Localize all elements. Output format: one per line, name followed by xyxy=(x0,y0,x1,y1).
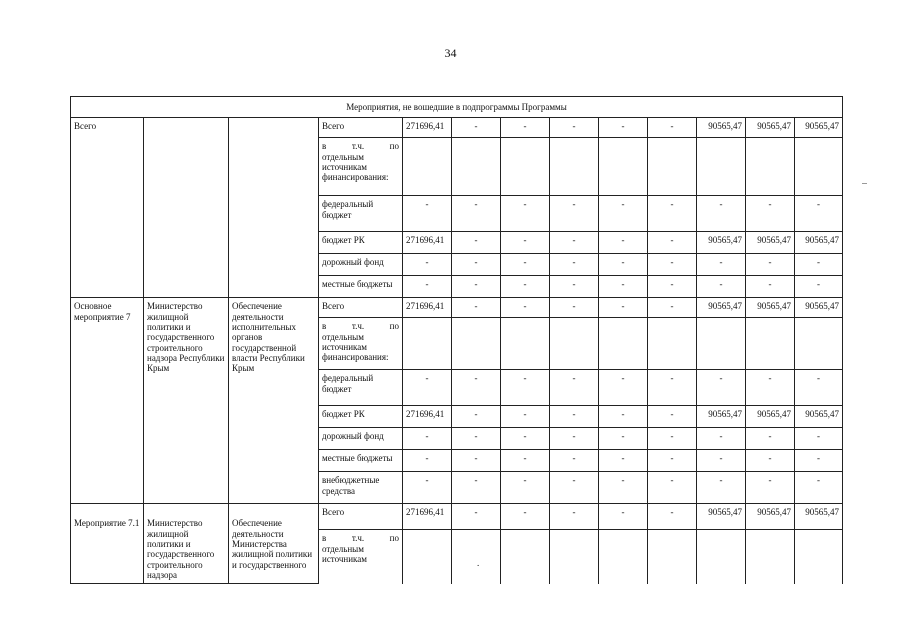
value-cell xyxy=(550,138,599,196)
value-cell: 271696,41 xyxy=(403,118,452,138)
value-cell: 90565,47 xyxy=(746,406,795,428)
value-cell: - xyxy=(746,472,795,504)
row-label: бюджет РК xyxy=(319,406,403,428)
row-label xyxy=(319,318,403,370)
value-cell: 90565,47 xyxy=(795,504,843,530)
value-cell: - xyxy=(795,254,843,276)
page-number: 34 xyxy=(444,46,457,60)
section-title: Мероприятия, не вошедшие в подпрограммы Программы xyxy=(71,97,843,118)
value-cell: - xyxy=(452,232,501,254)
value-cell: - xyxy=(648,504,697,530)
block-col2 xyxy=(144,118,229,298)
value-cell: - xyxy=(550,428,599,450)
value-cell: 90565,47 xyxy=(697,118,746,138)
value-cell xyxy=(795,530,843,584)
section-title-row xyxy=(71,97,843,118)
block-col1: Мероприятие 7.1 xyxy=(71,504,144,584)
value-cell: - xyxy=(550,504,599,530)
value-cell: 90565,47 xyxy=(795,298,843,318)
value-cell: - xyxy=(550,254,599,276)
value-cell: 90565,47 xyxy=(697,232,746,254)
row-label xyxy=(319,138,403,196)
value-cell: 271696,41 xyxy=(403,232,452,254)
value-cell: - xyxy=(550,196,599,232)
value-cell: - xyxy=(697,196,746,232)
value-cell: - xyxy=(599,254,648,276)
sub-label-word: т.ч. xyxy=(351,533,365,544)
block-col1: Основное мероприятие 7 xyxy=(71,298,144,504)
row-label: бюджет РК xyxy=(319,232,403,254)
value-cell xyxy=(746,318,795,370)
value-cell: - xyxy=(795,450,843,472)
value-cell: 271696,41 xyxy=(403,406,452,428)
value-cell: - xyxy=(501,254,550,276)
value-cell: - xyxy=(452,428,501,450)
value-cell: - xyxy=(648,276,697,298)
value-cell: - xyxy=(403,450,452,472)
value-cell: - xyxy=(452,504,501,530)
value-cell: - xyxy=(795,472,843,504)
value-cell xyxy=(697,318,746,370)
block-col3 xyxy=(229,118,319,298)
value-cell: - xyxy=(599,298,648,318)
value-cell: - xyxy=(795,370,843,406)
value-cell: - xyxy=(452,196,501,232)
block-col2: Министерство жилищной политики и государственного строительного надзора Республики Крым xyxy=(144,298,229,504)
value-cell: - xyxy=(452,472,501,504)
value-cell: 90565,47 xyxy=(697,298,746,318)
value-cell: 90565,47 xyxy=(697,504,746,530)
value-cell xyxy=(648,318,697,370)
row-label: внебюджетные средства xyxy=(319,472,403,504)
margin-mark xyxy=(862,183,867,184)
value-cell: - xyxy=(746,428,795,450)
value-cell: - xyxy=(648,298,697,318)
value-cell: 90565,47 xyxy=(746,118,795,138)
block-col2: Министерство жилищной политики и государственного строительного надзора xyxy=(144,504,229,584)
value-cell: - xyxy=(452,406,501,428)
value-cell: - xyxy=(550,118,599,138)
value-cell: 90565,47 xyxy=(795,118,843,138)
value-cell xyxy=(746,530,795,584)
value-cell: - xyxy=(599,428,648,450)
value-cell: - xyxy=(452,370,501,406)
value-cell: - xyxy=(550,276,599,298)
sub-label-word: т.ч. xyxy=(351,321,365,332)
block-col3: Обеспечение деятельности Министерства жилищной политики и государственного xyxy=(229,504,319,584)
value-cell xyxy=(550,530,599,584)
value-cell: 90565,47 xyxy=(746,504,795,530)
value-cell xyxy=(452,530,501,584)
value-cell: - xyxy=(746,370,795,406)
value-cell: - xyxy=(697,254,746,276)
value-cell: - xyxy=(403,428,452,450)
value-cell: - xyxy=(746,276,795,298)
value-cell: - xyxy=(501,298,550,318)
value-cell: - xyxy=(501,472,550,504)
value-cell: - xyxy=(648,232,697,254)
value-cell: - xyxy=(697,370,746,406)
value-cell: - xyxy=(501,276,550,298)
row-label: Всего xyxy=(319,118,403,138)
value-cell: - xyxy=(648,370,697,406)
value-cell: - xyxy=(403,254,452,276)
value-cell: - xyxy=(550,232,599,254)
financing-table xyxy=(70,96,843,584)
value-cell: - xyxy=(697,472,746,504)
value-cell: 271696,41 xyxy=(403,504,452,530)
value-cell: - xyxy=(648,406,697,428)
value-cell xyxy=(452,138,501,196)
value-cell xyxy=(403,530,452,584)
value-cell xyxy=(599,318,648,370)
value-cell: - xyxy=(550,450,599,472)
value-cell: - xyxy=(697,450,746,472)
value-cell: - xyxy=(795,196,843,232)
row-label: местные бюджеты xyxy=(319,276,403,298)
value-cell: - xyxy=(599,118,648,138)
table-row xyxy=(71,298,843,318)
value-cell: - xyxy=(599,276,648,298)
value-cell: - xyxy=(648,450,697,472)
value-cell: - xyxy=(501,370,550,406)
value-cell xyxy=(550,318,599,370)
value-cell xyxy=(697,138,746,196)
value-cell xyxy=(403,138,452,196)
value-cell: - xyxy=(501,504,550,530)
value-cell: - xyxy=(599,472,648,504)
value-cell: - xyxy=(746,196,795,232)
value-cell: - xyxy=(403,370,452,406)
row-label: Всего xyxy=(319,298,403,318)
value-cell: - xyxy=(648,118,697,138)
table-row xyxy=(71,504,843,530)
value-cell: - xyxy=(452,118,501,138)
sub-label-word: в xyxy=(322,321,327,332)
value-cell xyxy=(697,530,746,584)
sub-label-word: в xyxy=(322,141,327,152)
value-cell: - xyxy=(501,406,550,428)
value-cell: - xyxy=(403,472,452,504)
value-cell xyxy=(501,530,550,584)
value-cell xyxy=(599,530,648,584)
value-cell: - xyxy=(599,232,648,254)
value-cell xyxy=(648,530,697,584)
sub-label-word: по xyxy=(389,533,399,544)
value-cell: - xyxy=(648,472,697,504)
value-cell: 90565,47 xyxy=(746,232,795,254)
sub-label-word: по xyxy=(389,321,399,332)
value-cell: - xyxy=(648,428,697,450)
value-cell xyxy=(648,138,697,196)
row-label xyxy=(319,530,403,584)
sub-label-rest: отдельным источникам финансирования: xyxy=(322,331,389,363)
value-cell: - xyxy=(648,196,697,232)
sub-label-rest: отдельным источникам финансирования: xyxy=(322,151,389,183)
row-label: федеральный бюджет xyxy=(319,196,403,232)
stray-dot: . xyxy=(477,558,480,568)
sub-label-word: по xyxy=(389,141,399,152)
value-cell xyxy=(452,318,501,370)
value-cell: - xyxy=(599,406,648,428)
value-cell: - xyxy=(697,276,746,298)
value-cell xyxy=(795,318,843,370)
value-cell: - xyxy=(403,276,452,298)
row-label: Всего xyxy=(319,504,403,530)
value-cell: - xyxy=(648,254,697,276)
value-cell xyxy=(746,138,795,196)
row-label: местные бюджеты xyxy=(319,450,403,472)
value-cell: - xyxy=(501,450,550,472)
table-row xyxy=(71,118,843,138)
value-cell: - xyxy=(452,254,501,276)
sub-label-word: в xyxy=(322,533,327,544)
value-cell: 90565,47 xyxy=(697,406,746,428)
row-label: дорожный фонд xyxy=(319,254,403,276)
value-cell xyxy=(403,318,452,370)
value-cell xyxy=(795,138,843,196)
value-cell: - xyxy=(550,298,599,318)
row-label: федеральный бюджет xyxy=(319,370,403,406)
value-cell: - xyxy=(599,196,648,232)
value-cell: 90565,47 xyxy=(795,232,843,254)
value-cell: - xyxy=(550,406,599,428)
value-cell xyxy=(599,138,648,196)
value-cell: - xyxy=(550,370,599,406)
block-col1: Всего xyxy=(71,118,144,298)
value-cell xyxy=(501,138,550,196)
value-cell: - xyxy=(746,450,795,472)
value-cell: - xyxy=(795,428,843,450)
value-cell: 271696,41 xyxy=(403,298,452,318)
sub-label-word: т.ч. xyxy=(351,141,365,152)
value-cell: - xyxy=(599,504,648,530)
value-cell: - xyxy=(501,196,550,232)
value-cell: - xyxy=(501,428,550,450)
value-cell: - xyxy=(501,118,550,138)
row-label: дорожный фонд xyxy=(319,428,403,450)
value-cell xyxy=(501,318,550,370)
block-col3: Обеспечение деятельности исполнительных органов государственной власти Республики Крым xyxy=(229,298,319,504)
value-cell: - xyxy=(795,276,843,298)
value-cell: - xyxy=(452,450,501,472)
value-cell: - xyxy=(746,254,795,276)
value-cell: 90565,47 xyxy=(746,298,795,318)
value-cell: - xyxy=(501,232,550,254)
value-cell: - xyxy=(452,276,501,298)
value-cell: - xyxy=(697,428,746,450)
sub-label-rest: отдельным источникам xyxy=(322,543,367,564)
value-cell: - xyxy=(452,298,501,318)
value-cell: - xyxy=(599,370,648,406)
value-cell: - xyxy=(550,472,599,504)
value-cell: - xyxy=(403,196,452,232)
value-cell: 90565,47 xyxy=(795,406,843,428)
value-cell: - xyxy=(599,450,648,472)
